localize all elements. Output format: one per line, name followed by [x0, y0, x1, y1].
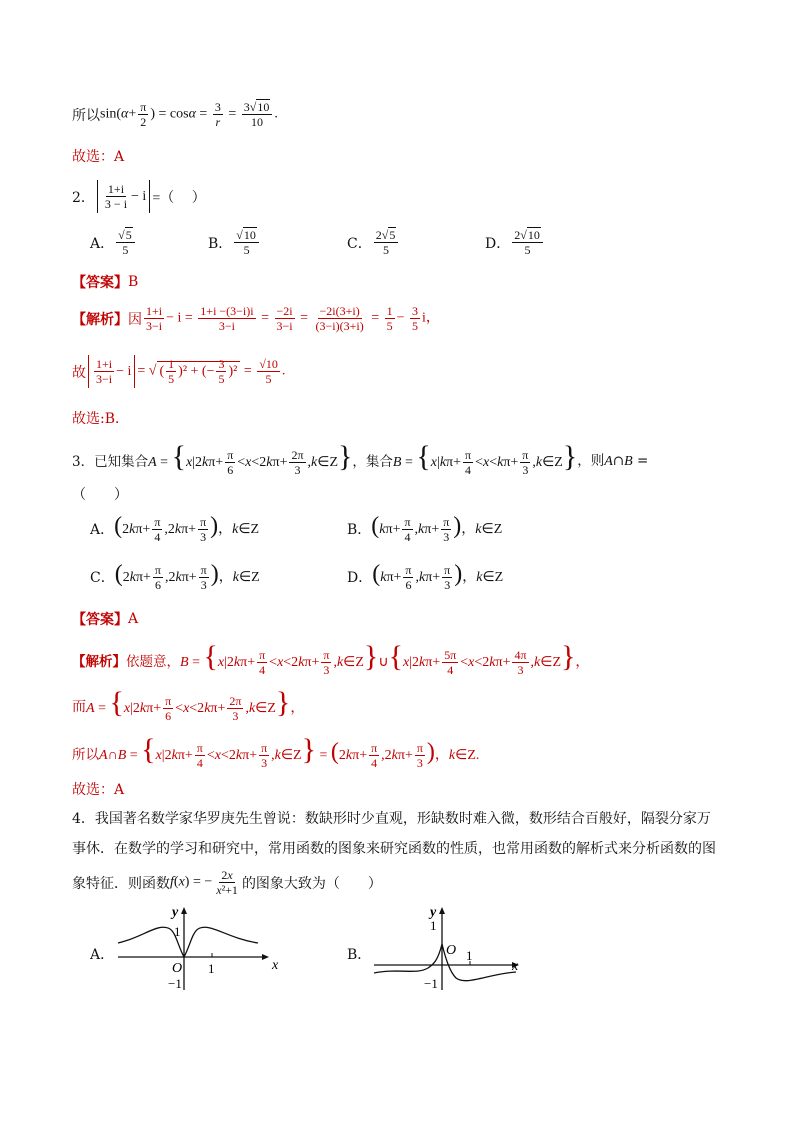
y-one-label: 1 [174, 924, 181, 939]
q2-conclusion [72, 408, 129, 428]
analysis-word: 所以 [72, 746, 99, 763]
answer-tag: 【答案】 [72, 612, 128, 628]
q3-answer [72, 609, 138, 629]
q2-analysis-1 [72, 304, 440, 333]
q2-answer [72, 272, 138, 292]
q4-text-3 [72, 868, 382, 897]
analysis-word: 依题意， [126, 653, 180, 670]
option-value: $\frac{2√10}{5}$ [512, 228, 543, 257]
option-value: $\frac{√10}{5}$ [234, 228, 259, 257]
y-label: y [430, 905, 437, 920]
formula-sin: sin(α+ $\frac{\pi}{2}$ ) = cosα = $\frac{3}{r}$ = $\frac{3√10}{10}$ . [100, 100, 278, 129]
q4-paragraph-1: 我国著名数学家华罗庚先生曾说：数缺形时少直观，形缺数时难入微，数形结合百般好，隔裂分家万 [94, 811, 711, 827]
y-one-label: 1 [430, 918, 437, 933]
q3-ask: ，则A∩B = [577, 453, 649, 470]
analysis-word: 而 [72, 698, 86, 715]
option-label: A． [90, 235, 115, 252]
line-prefix: 所以 [72, 107, 100, 124]
option-value: $\frac{2√5}{5}$ [374, 228, 399, 257]
option-label: B． [208, 235, 233, 252]
y-axis-arrow [181, 907, 187, 914]
analysis-formula: A = {x|2kπ+ $\frac{\pi}{6}$ <x<2kπ+ $\frac{2\pi}{3}$ ,k∈Z}， [86, 686, 305, 724]
q4-option-a-graph[interactable] [112, 902, 282, 997]
curve [118, 927, 258, 957]
q3-option-a[interactable] [90, 514, 259, 544]
q4-paragraph-2: 事休．在数学的学习和研究中，常用函数的图象来研究函数的性质，也常用函数的解析式来分析函数的图 [72, 841, 716, 857]
analysis-formula: B = {x|2kπ+ $\frac{\pi}{4}$ <x<2kπ+ $\frac{\pi}{3}$ ,k∈Z}∪{x|2kπ+ $\frac{5\pi}{4}$ <x<2kπ+ $\frac{4\pi}{3}$ ,k∈Z}， [180, 640, 590, 678]
answer-value: A [128, 611, 139, 627]
origin-label: O [446, 943, 457, 958]
q4-option-b-graph[interactable] [370, 902, 530, 994]
q4-option-b-label[interactable] [347, 944, 371, 964]
analysis-tag: 【解析】 [72, 653, 126, 670]
minus-one-label: −1 [168, 976, 182, 991]
q3-option-c[interactable] [90, 562, 260, 592]
q2-option-c[interactable] [347, 228, 400, 257]
q4-prefix: 象特征．则函数 [72, 875, 170, 892]
answer-tag: 【答案】 [72, 275, 128, 291]
analysis-formula-1: $\frac{1+i}{3-i}$ − i = $\frac{1+i -(3-i)i}{3-i}$ = $\frac{-2i}{3-i}$ = $\frac{-2i(3+i)}{(3-i)(3+i)}$ = $\frac{1}{5}$ − $\frac{3}{5}$ i， [146, 304, 440, 333]
analysis-word: 故 [72, 364, 86, 381]
analysis-abs: $\frac{1+i}{3-i}$ − i [88, 355, 135, 388]
answer-choice: 故选：A [72, 149, 125, 165]
q3-set-a: A = {x|2kπ+ $\frac{\pi}{6}$ <x<2kπ+ $\frac{2\pi}{3}$ ,k∈Z} [148, 440, 353, 478]
option-label: C． [347, 235, 372, 252]
q2-option-d[interactable] [485, 228, 545, 257]
line-so-sin [72, 100, 278, 129]
y-axis-arrow [439, 907, 445, 914]
q3-option-d[interactable] [347, 562, 503, 592]
q4-suffix: 的图象大致为（ ） [241, 875, 382, 892]
q3-lead: 已知集合 [94, 453, 149, 470]
one-label: 1 [466, 948, 473, 963]
q4-number: 4． [72, 811, 95, 827]
q4-option-a-label[interactable] [90, 944, 114, 964]
q4-text-2 [72, 838, 716, 858]
q2-stem [72, 180, 206, 213]
q3-analysis-3 [72, 735, 479, 770]
option-label: B． [347, 947, 372, 963]
answer-line-1 [72, 146, 124, 166]
x-axis-arrow [262, 954, 269, 960]
q2-number: 2． [72, 189, 95, 206]
y-label: y [172, 905, 179, 920]
q2-analysis-2 [72, 355, 285, 388]
conclusion: 故选:B． [72, 411, 130, 427]
origin-label: O [172, 961, 183, 976]
q3-number: 3． [72, 453, 95, 470]
analysis-word: 因 [128, 311, 142, 328]
q3-set-b: B = {x|kπ+ $\frac{\pi}{4}$ <x<kπ+ $\frac{\pi}{3}$ ,k∈Z} [392, 440, 578, 478]
option-label: D． [485, 235, 511, 252]
q3-conclusion [72, 779, 124, 799]
q2-abs-expression: $\frac{1+i}{3 - i}$ − i [97, 180, 150, 213]
q2-blank: =（ ） [152, 190, 206, 206]
x-label: x [512, 959, 519, 974]
x-label: x [272, 958, 279, 973]
option-label: D． [347, 570, 373, 587]
q2-option-b[interactable] [208, 228, 261, 257]
one-label: 1 [208, 961, 215, 976]
blank: （ ） [72, 487, 128, 503]
conclusion: 故选：A [72, 782, 125, 798]
q3-analysis-2 [72, 688, 304, 723]
q3-analysis-1 [72, 642, 589, 677]
option-value: $\frac{√5}{5}$ [116, 228, 135, 257]
option-label: A． [90, 947, 115, 963]
analysis-tag: 【解析】 [72, 311, 128, 328]
option-label: B． [347, 522, 372, 539]
answer-value: B [128, 274, 139, 290]
sr-p1-math [0, 0, 1, 1]
analysis-formula-2: = √ ( $\frac{1}{5}$ )² + (− $\frac{3}{5}$ )² = $\frac{√10}{5}$ . [137, 357, 286, 386]
option-label: A． [90, 522, 115, 539]
q3-option-b[interactable] [347, 514, 502, 544]
q3-blank [72, 484, 128, 504]
minus-one-label: −1 [424, 976, 438, 991]
curve [374, 944, 516, 981]
q2-option-a[interactable] [90, 228, 137, 257]
q4-text-1 [72, 808, 711, 828]
q3-mid: ，集合 [352, 453, 393, 470]
q3-stem [72, 442, 648, 477]
option-value: (kπ+ $\frac{\pi}{6}$ ,kπ+ $\frac{\pi}{3}$ )，k∈Z [372, 561, 504, 593]
q4-function: f(x) = − $\frac{2x}{\text{x²+1}}$ [170, 868, 238, 897]
option-value: (2kπ+ $\frac{\pi}{6}$ ,2kπ+ $\frac{\pi}{3}$ )，k∈Z [114, 561, 260, 593]
option-value: (kπ+ $\frac{\pi}{4}$ ,kπ+ $\frac{\pi}{3}$ )，k∈Z [371, 513, 503, 545]
option-label: C． [90, 570, 115, 587]
analysis-formula: A∩B = {x|2kπ+ $\frac{\pi}{4}$ <x<2kπ+ $\frac{\pi}{3}$ ,k∈Z} = (2kπ+ $\frac{\pi}{4}$ ,2kπ+ $\frac{\pi}{3}$ )，k∈Z. [99, 733, 480, 771]
option-value: (2kπ+ $\frac{\pi}{4}$ ,2kπ+ $\frac{\pi}{3}$ )，k∈Z [114, 513, 260, 545]
